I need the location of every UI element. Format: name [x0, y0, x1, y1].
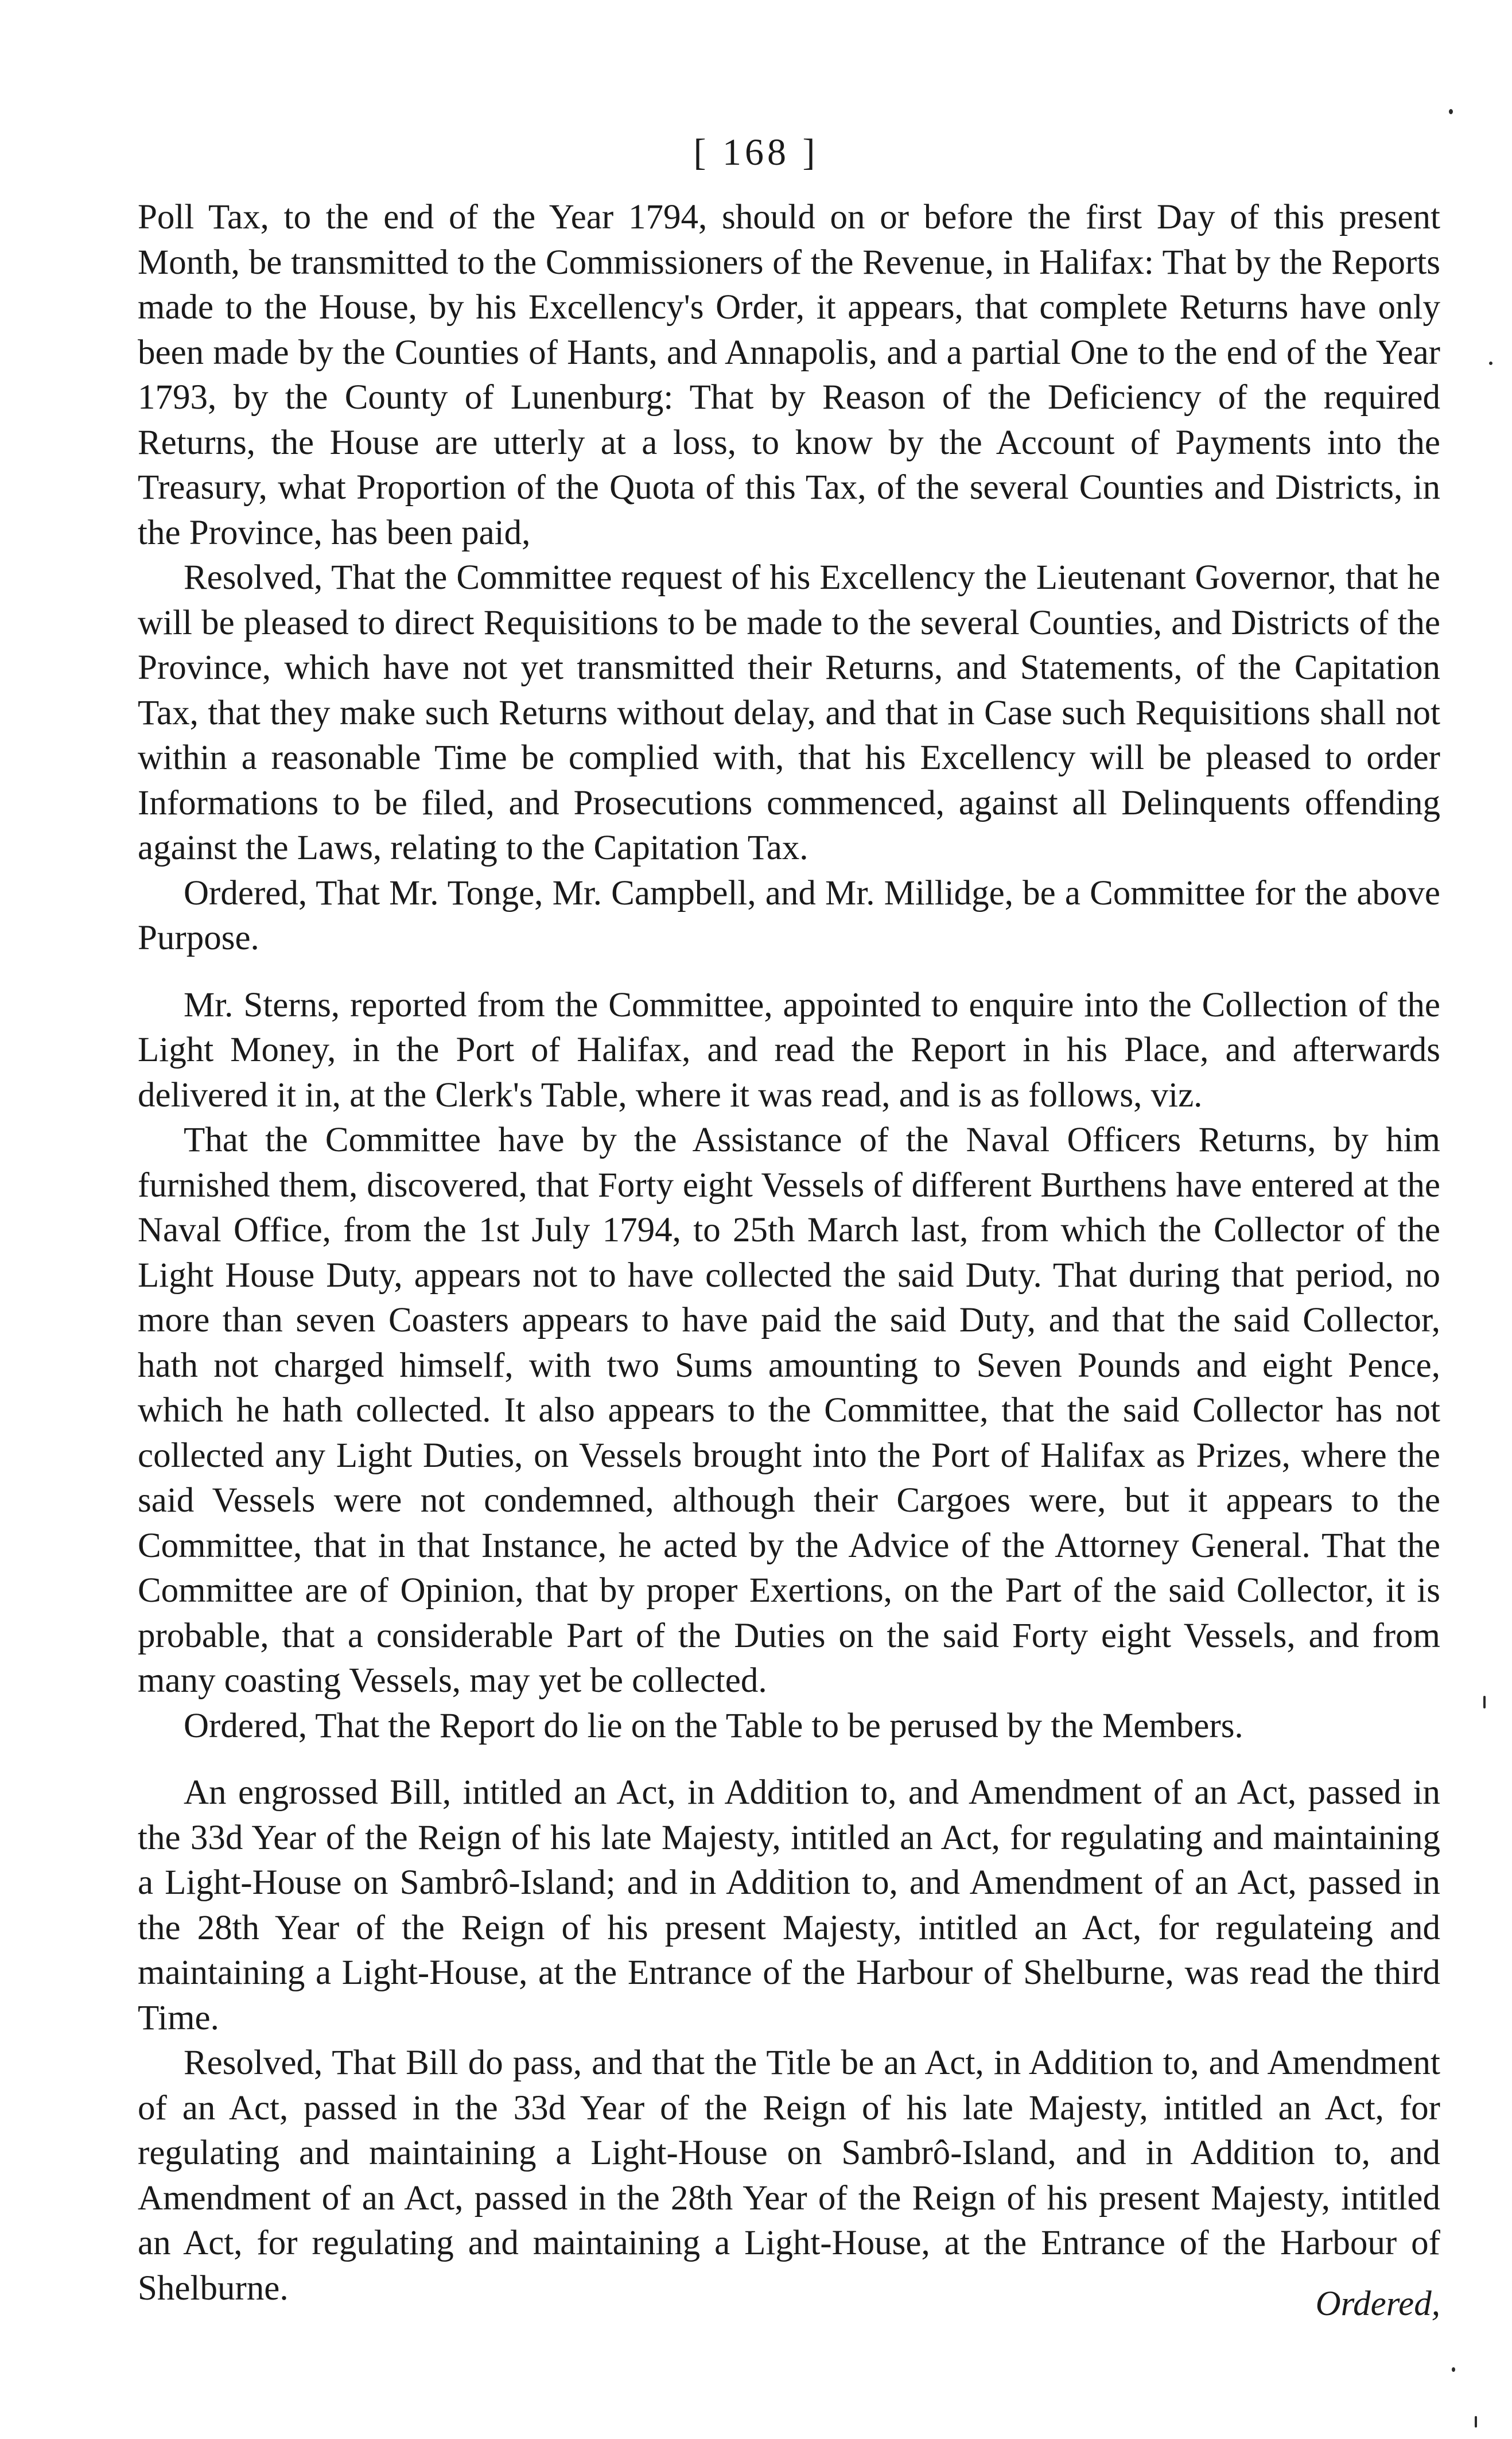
paragraph-poll-tax: Poll Tax, to the end of the Year 1794, should on or before the first Day of this present Month, be transmitted to the Commissioners of the Revenue, in Halifax: That by the Reports made to the House, by his Excellency's Order, it appears, that complete Returns have only been made by the Counties of Hants, and Annapolis, and a partial One to the end of the Year 1793, by the County of Lunenburg: That by Reason of the Deficiency of the required Returns, the House are utterly at a loss, to know by the Account of Payments into the Treasury, what Proportion of the Quota of this Tax, of the several Counties and Districts, in the Province, has been paid, — [138, 198, 1440, 552]
page-number: [ 168 ] — [693, 131, 819, 173]
paragraph-resolved-bill: Resolved, That Bill do pass, and that the Title be an Act, in Addition to, and Amendment of an Act, passed in the 33d Year of the Reign of his late Majesty, intitled an Act, for regulating and maintaining a Light-House on Sambrô-Island, and in Addition to, and Amendment of an Act, passed in the 28th Year of the Reign of his present Majesty, intitled an Act, for regulating and maintaining a Light-House, at the Entrance of the Harbour of Shelburne. — [138, 2044, 1440, 2308]
journal-text — [138, 195, 1440, 2311]
ink-speck — [1452, 2367, 1455, 2372]
ink-speck — [1449, 109, 1453, 114]
paragraph-engrossed-bill: An engrossed Bill, intitled an Act, in Addition to, and Amendment of an Act, passed in the 33d Year of the Reign of his late Majesty, intitled an Act, for regulating and maintaining a Light-House on Sambrô-Island; and in Addition to, and Amendment of an Act, passed in the 28th Year of the Reign of his present Majesty, intitled an Act, for regulateing and maintaining a Light-House, at the Entrance of the Harbour of Shelburne, was read the third Time. — [138, 1773, 1440, 2037]
paragraph-light-money-report: Mr. Sterns, reported from the Committee, appointed to enquire into the Collection of the Light Money, in the Port of Halifax, and read the Report in his Place, and afterwards delivered it in, at the Clerk's Table, where it was read, and is as follows, viz. — [138, 985, 1440, 1114]
paragraph-committee-findings: That the Committee have by the Assistance of the Naval Officers Returns, by him furnished them, discovered, that Forty eight Vessels of different Burthens have entered at the Naval Office, from the 1st July 1794, to 25th March last, from which the Collector of the Light House Duty, appears not to have collected the said Duty. That during that period, no more than seven Coasters appears to have paid the said Duty, and that the said Collector, hath not charged himself, with two Sums amounting to Seven Pounds and eight Pence, which he hath collected. It also appears to the Committee, that the said Collector has not collected any Light Duties, on Vessels brought into the Port of Halifax as Prizes, where the said Vessels were not condemned, although their Cargoes were, but it appears to the Committee, that in that Instance, he acted by the Advice of the Attorney General. That the Committee are of Opinion, that by proper Exertions, on the Part of the said Collector, it is probable, that a considerable Part of the Duties on the said Forty eight Vessels, and from many coasting Vessels, may yet be collected. — [138, 1121, 1440, 1700]
ink-speck — [1475, 2416, 1477, 2428]
ink-speck — [1489, 362, 1492, 365]
paragraph-ordered-report: Ordered, That the Report do lie on the Table to be perused by the Members. — [184, 1706, 1243, 1745]
paragraph-resolved-requisitions: Resolved, That the Committee request of his Excellency the Lieutenant Governor, that he will be pleased to direct Requisitions to be made to the several Counties, and Districts of the Province, which have not yet transmitted their Returns, and Statements, of the Capitation Tax, that they make such Returns without delay, and that in Case such Requisitions shall not within a reasonable Time be complied with, that his Excellency will be pleased to order Informations to be filed, and Prosecutions commenced, against all Delinquents offending against the Laws, relating to the Capitation Tax. — [138, 558, 1440, 867]
paragraph-ordered-committee: Ordered, That Mr. Tonge, Mr. Campbell, and Mr. Millidge, be a Committee for the above Purpose. — [138, 873, 1440, 957]
catchword: Ordered, — [1315, 2285, 1440, 2323]
ink-speck — [1483, 1696, 1486, 1708]
